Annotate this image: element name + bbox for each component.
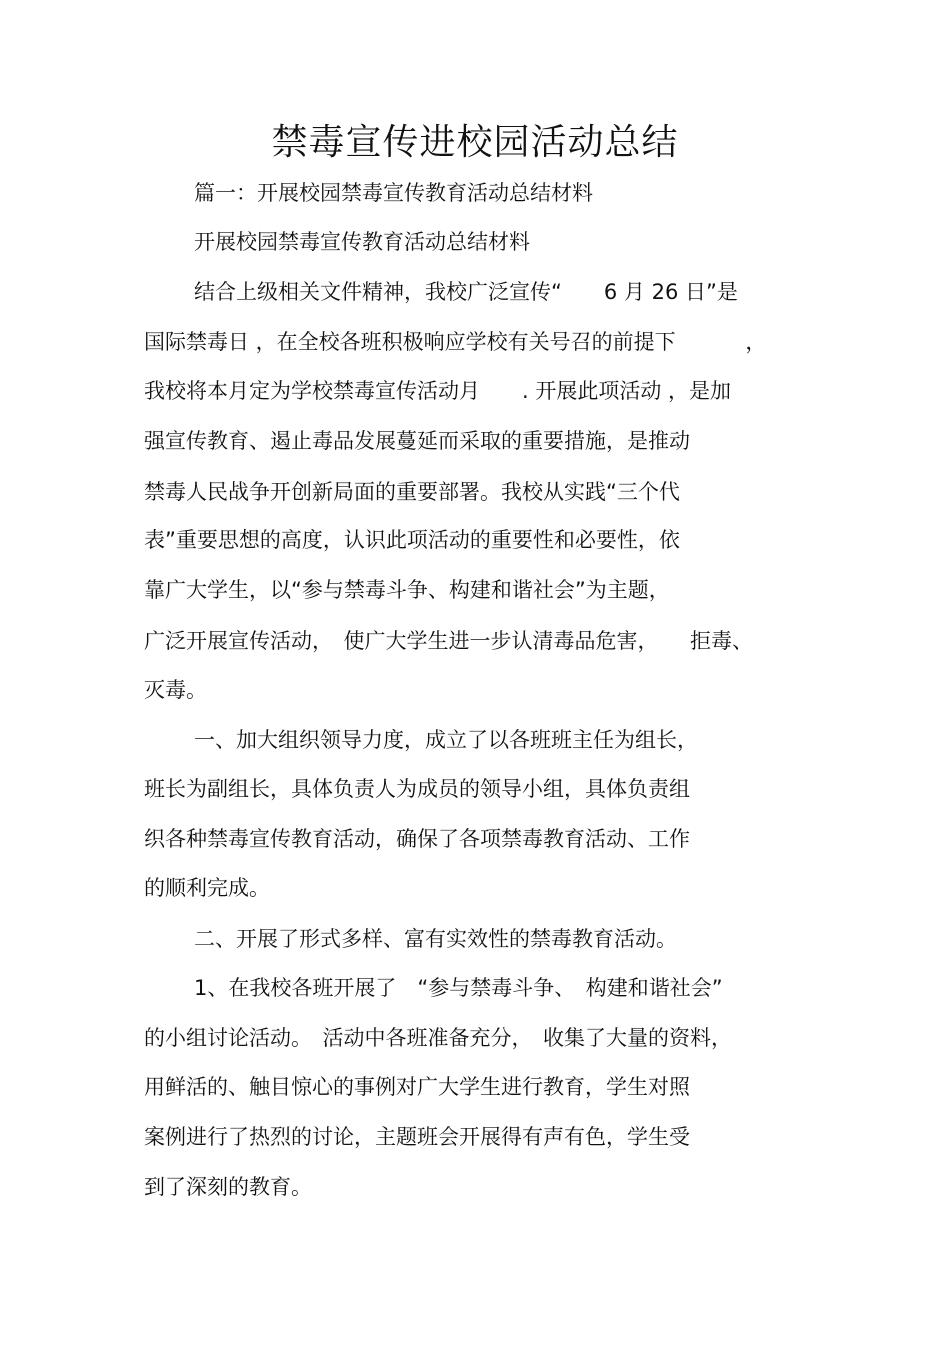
paragraph-line: 强宣传教育、遏止毒品发展蔓延而采取的重要措施，是推动: [144, 429, 690, 453]
paragraph-line: 到了深刻的教育。: [144, 1175, 312, 1199]
paragraph-line: 广泛开展宣传活动， 使广大学生进一步认清毒品危害， 拒毒、: [144, 629, 753, 653]
paragraph-line: 国际禁毒日 ，在全校各班积极响应学校有关号召的前提下 ，: [144, 330, 767, 354]
section-heading: 篇一：开展校园禁毒宣传教育活动总结材料: [194, 181, 593, 205]
document-title: 禁毒宣传进校园活动总结: [271, 122, 679, 163]
paragraph-line: 的小组讨论活动。 活动中各班准备充分， 收集了大量的资料，: [144, 1026, 732, 1050]
paragraph-line: 织各种禁毒宣传教育活动，确保了各项禁毒教育活动、工作: [144, 827, 690, 851]
paragraph-line: 用鲜活的、触目惊心的事例对广大学生进行教育，学生对照: [144, 1075, 690, 1099]
paragraph-line: 表”重要思想的高度，认识此项活动的重要性和必要性，依: [144, 528, 680, 552]
subheading: 开展校园禁毒宣传教育活动总结材料: [194, 230, 530, 254]
paragraph-line: 1、在我校各班开展了 “参与禁毒斗争、 构建和谐社会”: [194, 976, 723, 1000]
paragraph-line: 我校将本月定为学校禁毒宣传活动月 . 开展此项活动 ，是加: [144, 379, 732, 403]
paragraph-line: 二、开展了形式多样、富有实效性的禁毒教育活动。: [194, 927, 677, 951]
paragraph-line: 班长为副组长，具体负责人为成员的领导小组，具体负责组: [144, 777, 690, 801]
paragraph-line: 一、加大组织领导力度，成立了以各班班主任为组长，: [194, 728, 698, 752]
paragraph-line: 结合上级相关文件精神，我校广泛宣传“ 6 月 26 日”是: [194, 280, 738, 304]
paragraph-line: 案例进行了热烈的讨论，主题班会开展得有声有色，学生受: [144, 1125, 690, 1149]
paragraph-line: 禁毒人民战争开创新局面的重要部署。我校从实践“三个代: [144, 480, 680, 504]
paragraph-line: 靠广大学生，以“参与禁毒斗争、构建和谐社会”为主题，: [144, 578, 670, 602]
paragraph-line: 的顺利完成。: [144, 876, 270, 900]
paragraph-line: 灭毒。: [144, 678, 207, 702]
